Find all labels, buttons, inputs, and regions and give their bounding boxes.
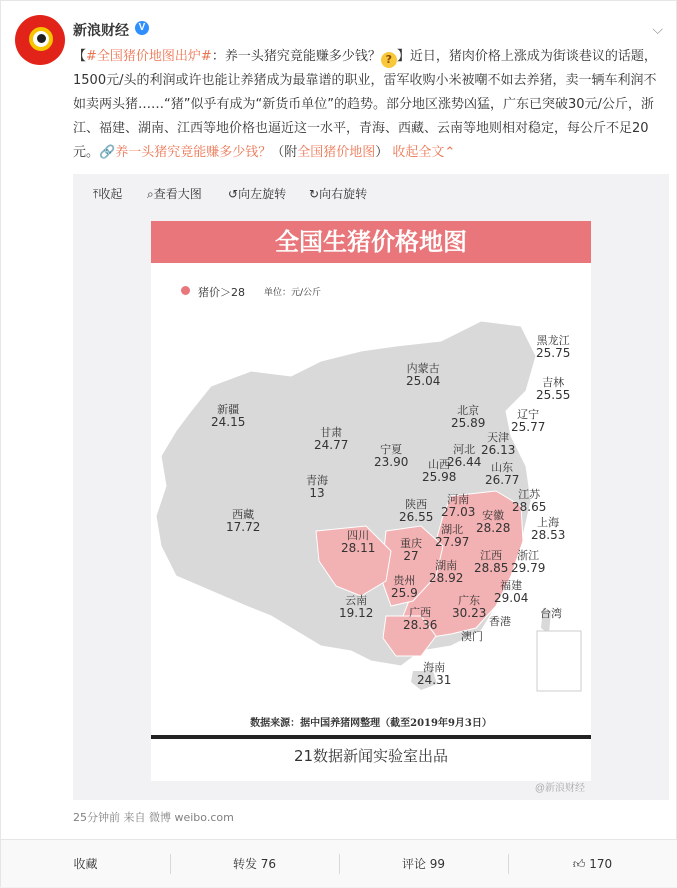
province-label: 辽宁 25.77 (511, 408, 546, 434)
province-label: 香港 (489, 615, 511, 628)
province-label: 甘肃 24.77 (314, 426, 349, 452)
rotate-right-button[interactable]: ↻向右旋转 (309, 187, 368, 201)
poster-credit: 21数据新闻实验室出品 (293, 747, 449, 765)
province-label: 澳门 (461, 630, 483, 643)
poster-title: 全国生猪价格地图 (151, 221, 591, 263)
media-toolbar (73, 174, 669, 210)
rotate-left-button[interactable]: ↺向左旋转 (228, 187, 287, 201)
action-bar (1, 839, 677, 887)
province-label: 江苏 28.65 (512, 488, 547, 514)
topic-link[interactable]: #全国猪价地图出炉# (86, 49, 212, 64)
weibo-watermark: @新浪财经 (534, 783, 585, 794)
province-label: 山西 25.98 (422, 458, 457, 484)
province-label: 贵州 25.9 (391, 574, 418, 600)
china-map (151, 316, 591, 706)
province-label: 广东 30.23 (452, 594, 487, 620)
province-label: 浙江 29.79 (511, 549, 546, 575)
attach-link[interactable]: 全国猪价地图 (297, 145, 376, 160)
post-body: 近日，猪肉价格上涨成为街谈巷议的话题，1500元/头的利润或许也能让养猪成为最靠谱的职业，雷军收购小米被嘲不如去养猪，卖一辆车利润不如卖两头猪……“猪”似乎有成为“新货币单位”的趋势。部分地区涨势凶猛，广东已突破30元/公斤，浙江、福建、湖南、江西等地价格也逼近这一水平，青海、西藏、云南等地则相对稳定，每公斤不足20元。 (73, 49, 657, 160)
province-label: 宁夏 23.90 (374, 443, 409, 469)
bracket-open: 【 (73, 49, 87, 64)
province-label: 四川 28.11 (341, 529, 376, 555)
province-label: 河南 27.03 (441, 493, 476, 519)
province-label: 安徽 28.28 (476, 509, 511, 535)
province-label: 台湾 (540, 607, 562, 620)
post-text (73, 45, 669, 165)
article-link[interactable]: 养一头猪究竟能赚多少钱？ (115, 145, 272, 160)
province-label: 青海 13 (306, 474, 328, 500)
pork-price-map-poster[interactable] (151, 221, 591, 781)
province-label: 湖北 27.97 (435, 523, 470, 549)
favorite-button[interactable]: 收藏 (73, 857, 98, 871)
link-icon: 🔗 (99, 145, 116, 160)
post-meta: 25分钟前 来自 微博 weibo.com (73, 811, 234, 824)
rotate-right-icon: ↻ (309, 187, 320, 201)
author-name[interactable]: 新浪财经 (73, 22, 129, 38)
province-label: 陕西 26.55 (399, 498, 434, 524)
poster-divider (151, 735, 591, 739)
thumbs-up-icon: 👍︎ (572, 857, 590, 871)
province-label: 天津 26.13 (481, 431, 516, 457)
province-label: 海南 24.31 (417, 661, 452, 687)
chevron-down-icon[interactable]: ⌵ (652, 21, 663, 37)
collapse-button[interactable]: ⤒收起 (93, 187, 123, 201)
attach-suffix: ） (375, 145, 389, 160)
view-large-button[interactable]: ⌕查看大图 (147, 187, 202, 201)
south-china-sea-inset (537, 631, 581, 691)
province-label: 重庆 27 (400, 537, 422, 563)
province-label: 上海 28.53 (531, 516, 566, 542)
media-viewer (73, 174, 669, 800)
rotate-left-icon: ↺ (228, 187, 239, 201)
attach-prefix: （附 (271, 145, 298, 160)
chevron-up-icon[interactable]: ⌃ (444, 145, 456, 160)
verified-icon: V (135, 21, 149, 35)
province-label: 云南 19.12 (339, 594, 374, 620)
collapse-text-link[interactable]: 收起全文 (392, 145, 445, 160)
province-label: 广西 28.36 (403, 606, 438, 632)
province-label: 江西 28.85 (474, 549, 509, 575)
legend-label: 猪价＞28 (198, 286, 245, 299)
thinking-emoji-icon: ? (381, 52, 397, 68)
province-label: 山东 26.77 (485, 461, 520, 487)
province-label: 黑龙江 25.75 (536, 334, 571, 360)
repost-button[interactable]: 转发 76 (232, 857, 277, 871)
province-label: 福建 29.04 (494, 579, 529, 605)
author-avatar[interactable] (15, 15, 65, 65)
legend-unit: 单位：元/公斤 (264, 288, 322, 298)
province-label: 河北 26.44 (447, 443, 482, 469)
search-icon: ⌕ (147, 187, 154, 201)
province-label: 内蒙古 25.04 (406, 362, 441, 388)
province-label: 湖南 28.92 (429, 559, 464, 585)
bracket-close: 】 (396, 49, 410, 64)
comment-button[interactable]: 评论 99 (401, 857, 446, 871)
like-count: 170 (589, 857, 613, 871)
avatar-pupil (37, 34, 46, 43)
province-label: 吉林 25.55 (536, 376, 571, 402)
like-button[interactable] (508, 840, 677, 888)
province-label: 北京 25.89 (451, 404, 486, 430)
province-label: 新疆 24.15 (211, 403, 246, 429)
legend-swatch (181, 286, 190, 295)
collapse-icon: ⤒ (93, 187, 99, 201)
province-label: 西藏 17.72 (226, 508, 261, 534)
headline: ：养一头猪究竟能赚多少钱？ (211, 49, 381, 64)
data-source-note: 数据来源：据中国养猪网整理（截至2019年9月3日） (250, 718, 492, 729)
